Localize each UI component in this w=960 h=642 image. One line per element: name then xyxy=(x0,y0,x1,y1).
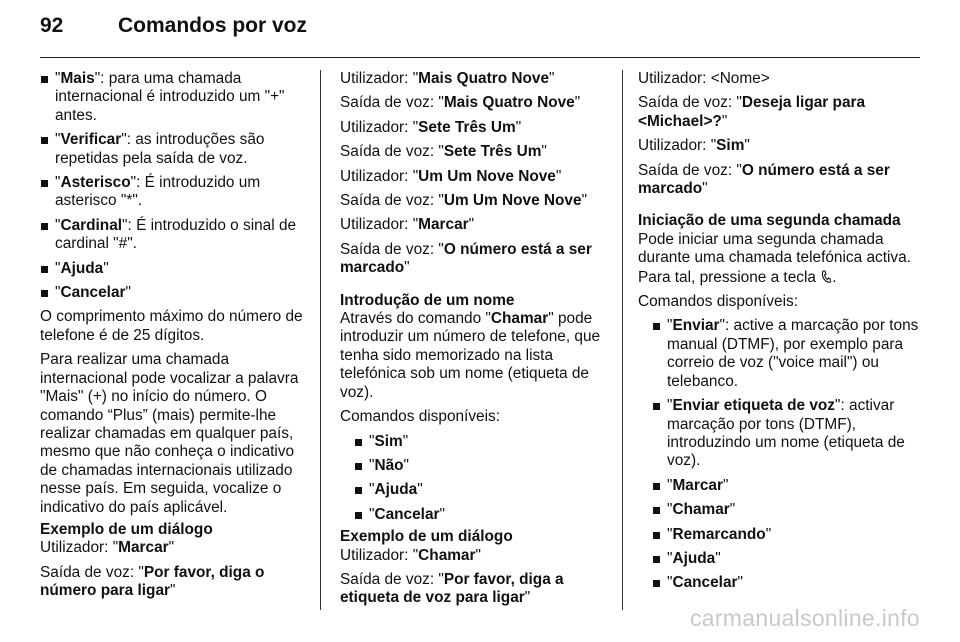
command-item: "Sim" xyxy=(354,433,615,451)
command-item: "Mais": para uma chamada internacional é introduzido um "+" antes. xyxy=(40,70,310,125)
command-item: "Ajuda" xyxy=(652,550,920,568)
dialog-line: Saída de voz: "Mais Quatro Nove" xyxy=(340,94,581,112)
phone-icon xyxy=(821,270,831,284)
commands-label: Comandos disponíveis: xyxy=(638,293,798,311)
page-number: 92 xyxy=(40,14,64,37)
command-item: "Cardinal": É introduzido o sinal de cardinal "#". xyxy=(40,217,310,254)
command-list xyxy=(340,433,615,525)
dialog-example xyxy=(40,539,310,600)
dialog-example xyxy=(340,547,615,608)
dialog-line: Utilizador: "Um Um Nove Nove" xyxy=(340,167,562,185)
page-header xyxy=(40,14,920,52)
column-divider xyxy=(320,70,321,610)
dialog-line: Saída de voz: "Por favor, diga a etiqueta de voz para ligar" xyxy=(340,570,564,607)
paragraph-international: Para realizar uma chamada internacional pode vocalizar a palavra "Mais" (+) no início do número. O comando “Plus” (mais) permite-lhe realizar chamadas em qualquer país, mesmo que não conheça o indicativo de chamadas internacionais utilizado nesse país. Em seguida, vocalize o indicativo do país aplicável. xyxy=(40,351,299,516)
page-title: Comandos por voz xyxy=(118,14,308,37)
column-3 xyxy=(638,70,920,599)
command-item: "Marcar" xyxy=(652,477,920,495)
watermark: carmanualsonline.info xyxy=(689,605,920,631)
paragraph-max-length: O comprimento máximo do número de telefone é de 25 dígitos. xyxy=(40,308,303,344)
dialog-line: Utilizador: "Sim" xyxy=(638,137,750,155)
dialog-line: Utilizador: "Sete Três Um" xyxy=(340,118,522,136)
column-divider xyxy=(622,70,623,610)
command-list xyxy=(638,317,920,592)
command-item: "Asterisco": É introduzido um asterisco "*". xyxy=(40,174,310,211)
dialog-line: Utilizador: "Chamar" xyxy=(340,546,481,564)
command-list xyxy=(40,70,310,302)
dialog-line: Utilizador: "Marcar" xyxy=(340,216,475,234)
dialog-example-continued xyxy=(340,70,615,278)
dialog-example-continued xyxy=(638,70,920,198)
example-heading: Exemplo de um diálogo xyxy=(40,520,213,538)
command-item: "Ajuda" xyxy=(354,481,615,499)
dialog-line: Saída de voz: "O número está a ser marcado" xyxy=(638,161,890,198)
command-item: "Cancelar" xyxy=(354,506,615,524)
paragraph-name-entry: Através do comando "Chamar" pode introduzir um número de telefone, que tenha sido memorizado na lista telefónica sob um nome (etiqueta de voz). xyxy=(340,310,601,401)
header-rule xyxy=(40,57,920,58)
command-item: "Enviar": active a marcação por tons manual (DTMF), por exemplo para correio de voz ("voice mail") ou telebanco. xyxy=(652,317,920,391)
example-heading: Exemplo de um diálogo xyxy=(340,528,513,546)
dialog-line: Utilizador: <Nome> xyxy=(638,70,770,87)
command-item: "Ajuda" xyxy=(40,260,310,278)
section-heading-second-call: Iniciação de uma segunda chamada xyxy=(638,212,901,230)
paragraph-second-call: Pode iniciar uma segunda chamada durante uma chamada telefónica activa. Para tal, pressione a tecla . xyxy=(638,230,911,286)
dialog-line: Saída de voz: "O número está a ser marcado" xyxy=(340,240,592,277)
dialog-line: Saída de voz: "Um Um Nove Nove" xyxy=(340,192,588,210)
column-1 xyxy=(40,70,310,607)
command-item: "Não" xyxy=(354,457,615,475)
commands-label: Comandos disponíveis: xyxy=(340,408,500,426)
dialog-line: Utilizador: "Mais Quatro Nove" xyxy=(340,70,555,87)
command-item: "Enviar etiqueta de voz": activar marcação por tons (DTMF), introduzindo um nome (etiqueta de voz). xyxy=(652,397,920,471)
command-item: "Verificar": as introduções são repetidas pela saída de voz. xyxy=(40,131,310,168)
dialog-line: Saída de voz: "Deseja ligar para <Michael>?" xyxy=(638,94,866,130)
command-item: "Chamar" xyxy=(652,501,920,519)
column-2 xyxy=(340,70,615,614)
command-item: "Cancelar" xyxy=(652,574,920,592)
section-heading-name-entry: Introdução de um nome xyxy=(340,291,515,309)
dialog-line: Saída de voz: "Sete Três Um" xyxy=(340,143,547,161)
dialog-line: Utilizador: "Marcar" xyxy=(40,539,175,557)
command-item: "Remarcando" xyxy=(652,526,920,544)
dialog-line: Saída de voz: "Por favor, diga o número para ligar" xyxy=(40,563,265,600)
command-item: "Cancelar" xyxy=(40,284,310,302)
